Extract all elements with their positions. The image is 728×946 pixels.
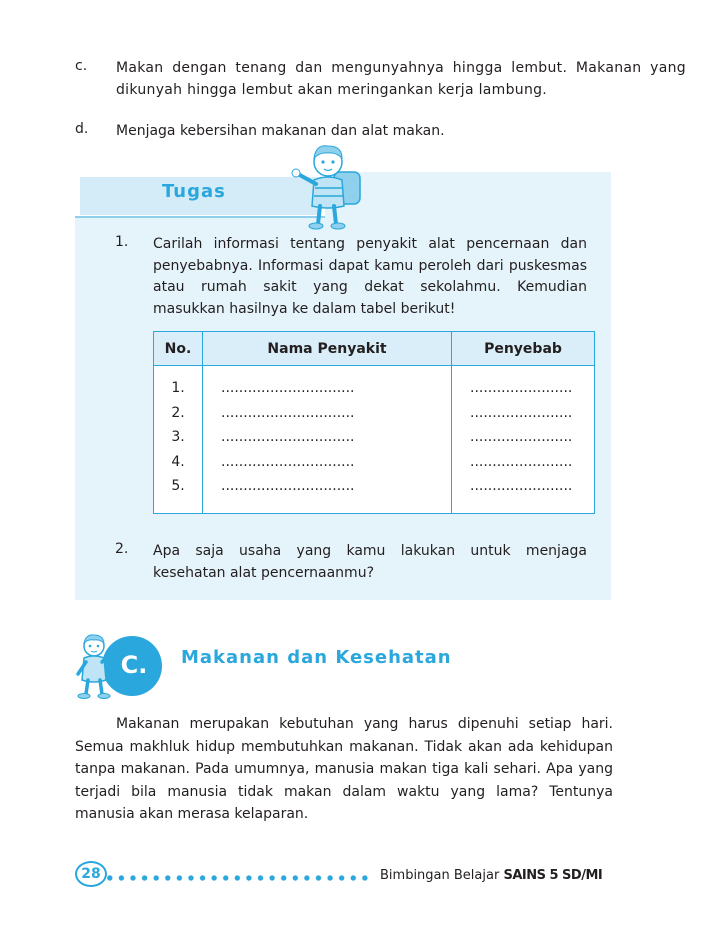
table-cell-nama: .............................. — [203, 450, 452, 475]
footer-dots — [104, 875, 372, 881]
table-cell-penyebab: ....................... — [452, 450, 595, 475]
table-cell-penyebab: ....................... — [452, 376, 595, 401]
table-row — [154, 401, 595, 426]
tugas-title: Tugas — [162, 181, 226, 202]
table-header-no: No. — [154, 332, 203, 366]
table-cell-no: 2. — [171, 404, 185, 421]
task-text: Apa saja usaha yang kamu lakukan untuk menjaga kesehatan alat pencernaanmu? — [153, 543, 587, 581]
table-cell-nama: .............................. — [203, 474, 452, 499]
task-text: Carilah informasi tentang penyakit alat pencernaan dan penyebabnya. Informasi dapat kamu peroleh dari puskesmas atau rumah sakit yang dekat sekolahmu. Kemudian masukkan hasilnya ke dalam tabel berikut! — [153, 236, 587, 317]
table-cell-nama: .............................. — [203, 401, 452, 426]
list-text: Menjaga kebersihan makanan dan alat makan. — [116, 123, 445, 139]
table-row — [154, 474, 595, 499]
table-row — [154, 376, 595, 401]
body-paragraph — [75, 713, 613, 826]
table-cell-no: 5. — [171, 478, 185, 495]
table-row — [154, 450, 595, 475]
table-header-penyebab: Penyebab — [452, 332, 595, 366]
list-item-d — [75, 121, 686, 143]
section-title: Makanan dan Kesehatan — [181, 647, 452, 668]
table-cell-no: 3. — [171, 429, 185, 446]
table-header-row — [154, 332, 595, 366]
table-row — [154, 425, 595, 450]
table-cell-penyebab: ....................... — [452, 401, 595, 426]
list-marker: c. — [75, 58, 88, 74]
list-text: Makan dengan tenang dan mengunyahnya hingga lembut. Makanan yang dikunyah hingga lembut akan meringankan kerja lambung. — [116, 60, 686, 98]
footer-book-title — [380, 868, 602, 883]
list-marker: d. — [75, 121, 89, 137]
paragraph-text: Makanan merupakan kebutuhan yang harus dipenuhi setiap hari. Semua makhluk hidup membutuhkan makanan. Tidak akan ada kehidupan tanpa makanan. Pada umumnya, manusia makan tiga kali sehari. Apa yang terjadi bila manusia tidak makan dalam waktu yang lama? Tentunya manusia akan merasa kelaparan. — [75, 716, 613, 822]
task-2 — [115, 541, 587, 585]
footer-prefix: Bimbingan Belajar — [380, 868, 500, 883]
table-cell-penyebab: ....................... — [452, 425, 595, 450]
table-cell-no: 4. — [171, 453, 185, 470]
student-cartoon-icon — [284, 140, 370, 232]
page-number: 28 — [75, 861, 107, 887]
table-cell-nama: .............................. — [203, 376, 452, 401]
table-cell-penyebab: ....................... — [452, 474, 595, 499]
table-cell-nama: .............................. — [203, 425, 452, 450]
table-header-nama-penyakit: Nama Penyakit — [203, 332, 452, 366]
disease-table — [153, 331, 595, 514]
footer-title: SAINS 5 SD/MI — [503, 868, 603, 883]
table-cell-no: 1. — [171, 380, 185, 397]
task-number: 1. — [115, 234, 129, 250]
task-1 — [115, 234, 587, 322]
list-item-c — [75, 58, 686, 124]
section-letter: C. — [120, 651, 148, 679]
task-number: 2. — [115, 541, 129, 557]
